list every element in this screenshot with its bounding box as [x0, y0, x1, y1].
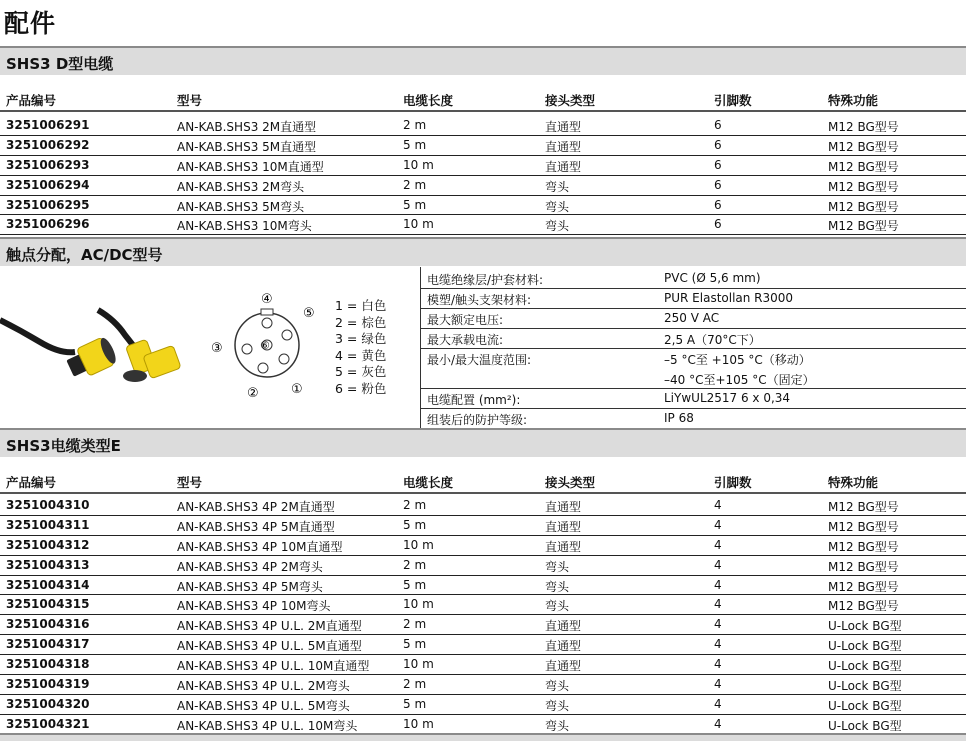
- spec-value: IP 68: [664, 411, 694, 425]
- cell-pins: 6: [714, 137, 722, 152]
- cell-connector: 弯头: [545, 559, 570, 574]
- pin-color-4: 4 = 黄色: [335, 347, 387, 363]
- cell-feature: M12 BG型号: [828, 179, 899, 194]
- cell-feature: M12 BG型号: [828, 579, 899, 594]
- cell-model: AN-KAB.SHS3 10M直通型: [177, 159, 324, 174]
- spec-value: 2,5 A（70°C下）: [664, 333, 761, 347]
- connector-key: [261, 309, 273, 315]
- cell-part-number: 3251006292: [6, 137, 90, 152]
- cell-pins: 4: [714, 617, 722, 632]
- pin-diagram: [205, 285, 335, 405]
- spec-key: 电缆配置 (mm²):: [427, 393, 521, 407]
- pin-color-2: 2 = 棕色: [335, 314, 387, 330]
- cell-connector: 弯头: [545, 219, 570, 234]
- cell-feature: M12 BG型号: [828, 500, 899, 514]
- cell-pins: 4: [714, 557, 722, 572]
- cell-feature: U-Lock BG型: [828, 619, 902, 634]
- cell-feature: M12 BG型号: [828, 559, 899, 574]
- cell-length: 2 m: [403, 118, 427, 132]
- spec-table: [420, 267, 966, 428]
- cable-product-photo: [0, 290, 200, 395]
- cell-model: AN-KAB.SHS3 4P 2M弯头: [177, 559, 323, 574]
- cell-connector: 直通型: [545, 659, 582, 674]
- header-pin-count: 引脚数: [714, 93, 752, 108]
- cell-part-number: 3251004311: [6, 517, 90, 532]
- cell-feature: U-Lock BG型: [828, 718, 902, 733]
- cell-connector: 弯头: [545, 698, 570, 713]
- cell-model: AN-KAB.SHS3 5M直通型: [177, 139, 317, 154]
- table-body-shs3-e: [0, 496, 966, 735]
- cell-connector: 直通型: [545, 519, 582, 534]
- header-cable-length: 电缆长度: [403, 475, 454, 490]
- cell-feature: M12 BG型号: [828, 199, 899, 214]
- spec-row: [421, 269, 966, 289]
- spec-value: LiYwUL2517 6 x 0,34: [664, 391, 791, 405]
- cell-pins: 4: [714, 677, 722, 692]
- table-row: [0, 496, 966, 516]
- cell-length: 2 m: [403, 557, 427, 572]
- cell-pins: 4: [714, 696, 722, 711]
- straight-cable: [0, 320, 75, 352]
- spec-row: [421, 309, 966, 329]
- spec-row: [421, 389, 966, 409]
- spec-row: [421, 329, 966, 349]
- table-row: [0, 695, 966, 715]
- header-connector-type: 接头类型: [545, 93, 596, 108]
- cell-model: AN-KAB.SHS3 4P U.L. 2M弯头: [177, 679, 350, 694]
- cell-connector: 直通型: [545, 539, 582, 554]
- table-header-shs3-e: [0, 468, 966, 494]
- table-header-shs3-d: [0, 86, 966, 112]
- cell-connector: 弯头: [545, 679, 570, 694]
- cell-feature: M12 BG型号: [828, 539, 899, 554]
- cell-part-number: 3251006291: [6, 118, 90, 132]
- cell-connector: 弯头: [545, 179, 570, 194]
- cell-part-number: 3251004317: [6, 637, 90, 652]
- cell-pins: 6: [714, 217, 722, 232]
- cell-pins: 6: [714, 118, 722, 132]
- spec-value: PUR Elastollan R3000: [664, 291, 794, 305]
- section-title-shs3-e: SHS3电缆类型E: [0, 428, 966, 457]
- table-row: [0, 215, 966, 235]
- cell-length: 2 m: [403, 617, 427, 632]
- cell-pins: 4: [714, 577, 722, 592]
- header-part-number: 产品编号: [6, 475, 57, 490]
- cell-pins: 4: [714, 716, 722, 731]
- cell-part-number: 3251004313: [6, 557, 90, 572]
- table-row: [0, 116, 966, 136]
- spec-value: 250 V AC: [664, 311, 720, 325]
- cell-length: 10 m: [403, 537, 434, 552]
- table-row: [0, 196, 966, 216]
- cell-model: AN-KAB.SHS3 2M弯头: [177, 179, 305, 194]
- section-title-contact-assignment: 触点分配，AC/DC型号: [0, 237, 966, 266]
- cell-connector: 直通型: [545, 500, 582, 514]
- table-row: [0, 576, 966, 596]
- spec-key: 最小/最大温度范围:: [427, 353, 532, 367]
- cell-length: 10 m: [403, 217, 434, 232]
- header-special-function: 特殊功能: [828, 475, 879, 490]
- cell-model: AN-KAB.SHS3 4P U.L. 10M弯头: [177, 718, 358, 733]
- header-model: 型号: [177, 475, 203, 490]
- cell-model: AN-KAB.SHS3 4P U.L. 10M直通型: [177, 659, 370, 674]
- cell-part-number: 3251004320: [6, 696, 90, 711]
- straight-connector: [64, 335, 119, 382]
- cell-connector: 直通型: [545, 619, 582, 634]
- header-cable-length: 电缆长度: [403, 93, 454, 108]
- cell-model: AN-KAB.SHS3 4P U.L. 2M直通型: [177, 619, 362, 634]
- cell-pins: 6: [714, 157, 722, 172]
- cell-pins: 6: [714, 177, 722, 192]
- table-row: [0, 675, 966, 695]
- pin-label-3: ③: [211, 341, 223, 356]
- cell-length: 2 m: [403, 677, 427, 692]
- cell-part-number: 3251006295: [6, 197, 90, 212]
- cell-feature: M12 BG型号: [828, 219, 899, 234]
- cell-length: 10 m: [403, 657, 434, 672]
- cell-feature: M12 BG型号: [828, 120, 899, 134]
- cell-part-number: 3251006296: [6, 217, 90, 232]
- angled-connector: [123, 339, 181, 382]
- cell-part-number: 3251004315: [6, 597, 90, 612]
- cell-part-number: 3251006293: [6, 157, 90, 172]
- cell-pins: 6: [714, 197, 722, 212]
- cell-length: 5 m: [403, 517, 427, 532]
- cell-model: AN-KAB.SHS3 4P U.L. 5M弯头: [177, 698, 350, 713]
- pin-label-2: ②: [247, 386, 259, 401]
- cell-part-number: 3251004314: [6, 577, 90, 592]
- cell-part-number: 3251004318: [6, 657, 90, 672]
- cell-part-number: 3251004319: [6, 677, 90, 692]
- cell-model: AN-KAB.SHS3 4P 10M弯头: [177, 599, 331, 614]
- spec-key: 组装后的防护等级:: [427, 413, 528, 427]
- pin-label-6: ⑥: [260, 339, 270, 352]
- cell-model: AN-KAB.SHS3 4P 5M直通型: [177, 519, 335, 534]
- bottom-section-bar: [0, 733, 966, 741]
- cell-part-number: 3251006294: [6, 177, 90, 192]
- cell-length: 2 m: [403, 177, 427, 192]
- cell-pins: 4: [714, 637, 722, 652]
- cell-pins: 4: [714, 657, 722, 672]
- cell-model: AN-KAB.SHS3 2M直通型: [177, 120, 317, 134]
- table-row: [0, 655, 966, 675]
- pin-color-legend: [335, 298, 386, 397]
- cell-part-number: 3251004312: [6, 537, 90, 552]
- table-body-shs3-d: [0, 116, 966, 235]
- cell-connector: 弯头: [545, 579, 570, 594]
- cell-connector: 弯头: [545, 199, 570, 214]
- cell-connector: 直通型: [545, 639, 582, 654]
- cell-length: 10 m: [403, 716, 434, 731]
- cell-feature: U-Lock BG型: [828, 639, 902, 654]
- cell-feature: M12 BG型号: [828, 139, 899, 154]
- header-part-number: 产品编号: [6, 93, 57, 108]
- table-row: [0, 615, 966, 635]
- page-title: 配件: [4, 9, 57, 38]
- pin-color-1: 1 = 白色: [335, 298, 387, 313]
- cell-model: AN-KAB.SHS3 4P 5M弯头: [177, 579, 323, 594]
- cell-length: 5 m: [403, 137, 427, 152]
- spec-key: 最大承载电流:: [427, 333, 504, 347]
- cell-length: 5 m: [403, 696, 427, 711]
- spec-value: –40 °C至+105 °C（固定）: [664, 373, 815, 387]
- cell-length: 5 m: [403, 197, 427, 212]
- cell-connector: 弯头: [545, 718, 570, 733]
- cell-model: AN-KAB.SHS3 5M弯头: [177, 199, 305, 214]
- cell-pins: 4: [714, 597, 722, 612]
- cell-connector: 直通型: [545, 159, 582, 174]
- cell-model: AN-KAB.SHS3 4P 10M直通型: [177, 539, 343, 554]
- cell-model: AN-KAB.SHS3 4P U.L. 5M直通型: [177, 639, 362, 654]
- cell-part-number: 3251004316: [6, 617, 90, 632]
- cell-pins: 4: [714, 517, 722, 532]
- header-pin-count: 引脚数: [714, 475, 752, 490]
- spec-row: [421, 349, 966, 369]
- cell-feature: U-Lock BG型: [828, 679, 902, 694]
- cell-connector: 直通型: [545, 139, 582, 154]
- cell-feature: U-Lock BG型: [828, 698, 902, 713]
- cell-part-number: 3251004321: [6, 716, 90, 731]
- spec-key: 电缆绝缘层/护套材料:: [427, 273, 544, 287]
- cell-length: 10 m: [403, 157, 434, 172]
- spec-key: 模塑/触头支架材料:: [427, 293, 532, 307]
- cell-feature: M12 BG型号: [828, 599, 899, 614]
- cell-length: 10 m: [403, 597, 434, 612]
- table-row: [0, 536, 966, 556]
- table-row: [0, 635, 966, 655]
- table-row: [0, 556, 966, 576]
- cell-feature: M12 BG型号: [828, 159, 899, 174]
- cell-model: AN-KAB.SHS3 4P 2M直通型: [177, 500, 335, 514]
- cell-feature: M12 BG型号: [828, 519, 899, 534]
- cell-connector: 直通型: [545, 120, 582, 134]
- spec-value: –5 °C至 +105 °C（移动）: [664, 353, 811, 367]
- table-row: [0, 176, 966, 196]
- table-row: [0, 156, 966, 176]
- cell-length: 5 m: [403, 577, 427, 592]
- header-connector-type: 接头类型: [545, 475, 596, 490]
- pin-color-5: 5 = 灰色: [335, 364, 387, 379]
- spec-key: 最大额定电压:: [427, 313, 504, 327]
- pin-color-3: 3 = 绿色: [335, 331, 387, 346]
- section-title-shs3-d: SHS3 D型电缆: [0, 46, 966, 75]
- cell-length: 2 m: [403, 498, 427, 512]
- cell-connector: 弯头: [545, 599, 570, 614]
- cell-feature: U-Lock BG型: [828, 659, 902, 674]
- pin-label-1: ①: [291, 382, 303, 397]
- spec-value: PVC (Ø 5,6 mm): [664, 271, 761, 285]
- cell-part-number: 3251004310: [6, 498, 90, 512]
- spec-row: [421, 369, 966, 389]
- table-row: [0, 715, 966, 735]
- cell-pins: 4: [714, 537, 722, 552]
- cell-model: AN-KAB.SHS3 10M弯头: [177, 219, 312, 234]
- header-special-function: 特殊功能: [828, 93, 879, 108]
- spec-row: [421, 409, 966, 429]
- cell-length: 5 m: [403, 637, 427, 652]
- table-row: [0, 595, 966, 615]
- table-row: [0, 516, 966, 536]
- table-row: [0, 136, 966, 156]
- cell-pins: 4: [714, 498, 722, 512]
- pin-label-4: ④: [261, 292, 273, 307]
- pin-color-6: 6 = 粉色: [335, 380, 387, 396]
- header-model: 型号: [177, 93, 203, 108]
- spec-row: [421, 289, 966, 309]
- pin-label-5: ⑤: [303, 306, 315, 321]
